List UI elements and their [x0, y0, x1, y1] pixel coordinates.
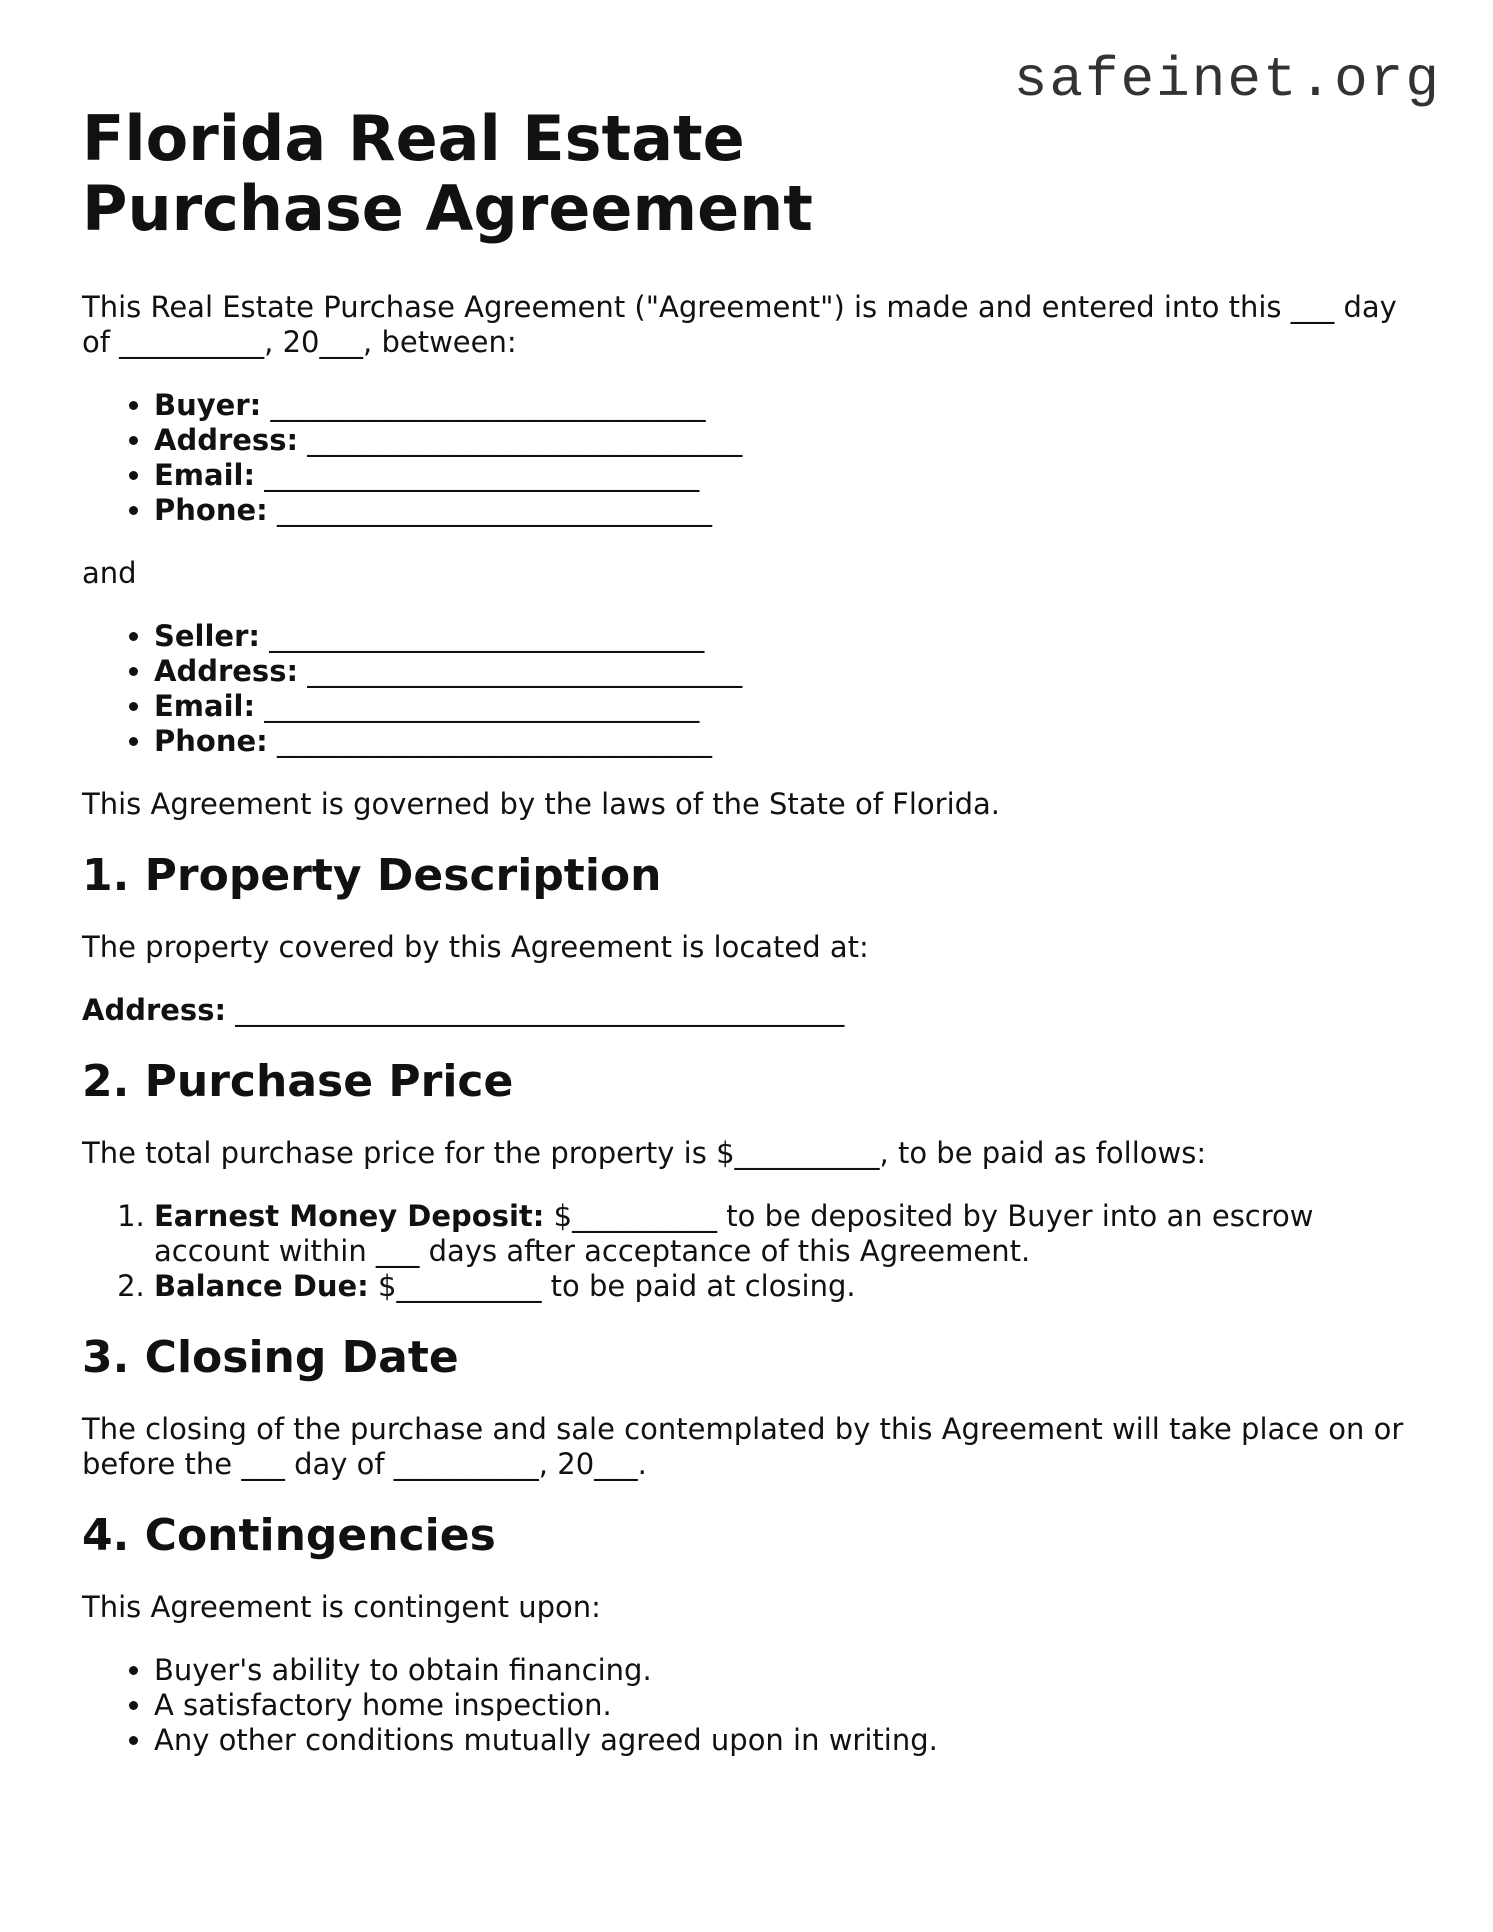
section-heading-closing: 3. Closing Date [82, 1332, 459, 1383]
blank-line[interactable]: ______________________________ [276, 724, 712, 758]
contingencies-list [82, 1653, 1422, 1758]
payment-list [82, 1199, 1422, 1304]
field-label: Address: [154, 654, 299, 688]
blank-line[interactable]: ______________________________ [269, 619, 705, 653]
earnest-money-item [154, 1199, 1422, 1269]
list-item: • Buyer's ability to obtain financing. [154, 1653, 1422, 1688]
buyer-phone-field [154, 493, 1422, 528]
property-address-field [82, 993, 1422, 1028]
and-text: and [82, 556, 137, 590]
field-label: Seller: [154, 619, 261, 653]
item-text: $__________ to be deposited by Buyer into an escrow account within ___ days after acceptance of this Agreement. [154, 1199, 1314, 1268]
field-label: Phone: [154, 724, 268, 758]
seller-address-field [154, 654, 1422, 689]
blank-line[interactable]: __________________________________________ [235, 993, 845, 1027]
blank-line[interactable]: ______________________________ [264, 458, 700, 492]
item-text: $__________ to be paid at closing. [378, 1269, 856, 1303]
buyer-email-field [154, 458, 1422, 493]
blank-line[interactable]: ______________________________ [264, 689, 700, 723]
seller-phone-field [154, 724, 1422, 759]
section-heading-contingencies: 4. Contingencies [82, 1510, 496, 1561]
contingencies-text: This Agreement is contingent upon: [82, 1590, 601, 1624]
field-label: Address: [154, 423, 299, 457]
field-label: Address: [82, 993, 227, 1027]
field-label: Email: [154, 689, 256, 723]
blank-line[interactable]: ______________________________ [307, 423, 743, 457]
section-heading-price: 2. Purchase Price [82, 1056, 514, 1107]
blank-line[interactable]: ______________________________ [307, 654, 743, 688]
section-heading-property: 1. Property Description [82, 850, 662, 901]
seller-fields-list [82, 619, 1422, 759]
document-page [82, 104, 1422, 1786]
buyer-name-field [154, 388, 1422, 423]
price-text: The total purchase price for the property is $__________, to be paid as follows: [82, 1136, 1207, 1170]
balance-due-item [154, 1269, 1422, 1304]
governing-law: This Agreement is governed by the laws of the State of Florida. [82, 787, 1001, 821]
seller-email-field [154, 689, 1422, 724]
closing-text: The closing of the purchase and sale contemplated by this Agreement will take place on or before the ___ day of __________, 20___. [82, 1412, 1404, 1481]
list-item: • A satisfactory home inspection. [154, 1688, 1422, 1723]
property-text: The property covered by this Agreement is located at: [82, 930, 869, 964]
list-item: • Any other conditions mutually agreed upon in writing. [154, 1723, 1422, 1758]
item-label: Earnest Money Deposit: [154, 1199, 545, 1233]
field-label: Buyer: [154, 388, 262, 422]
document-title: Florida Real Estate Purchase Agreement [82, 102, 813, 245]
seller-name-field [154, 619, 1422, 654]
field-label: Email: [154, 458, 256, 492]
buyer-fields-list [82, 388, 1422, 528]
blank-line[interactable]: ______________________________ [276, 493, 712, 527]
intro-paragraph: This Real Estate Purchase Agreement ("Agreement") is made and entered into this ___ day of __________, 20___, between: [82, 290, 1397, 359]
item-label: Balance Due: [154, 1269, 369, 1303]
watermark: safeinet.org [1013, 48, 1441, 112]
buyer-address-field [154, 423, 1422, 458]
blank-line[interactable]: ______________________________ [270, 388, 706, 422]
field-label: Phone: [154, 493, 268, 527]
